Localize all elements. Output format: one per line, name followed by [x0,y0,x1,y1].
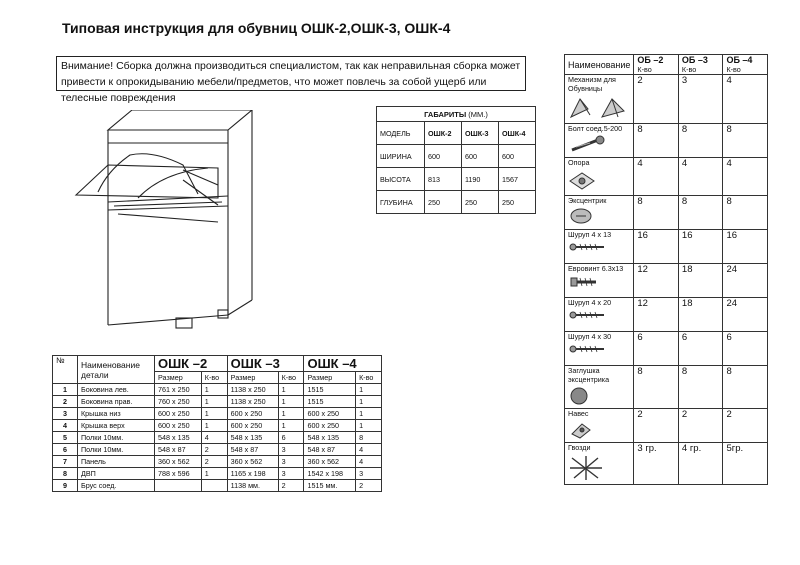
cell: 3 [278,456,304,468]
cell: 760 х 250 [155,396,202,408]
cell: 600 х 250 [304,408,356,420]
bolt-icon [568,135,630,155]
hardware-item-label: Гвозди [568,443,591,452]
cell: 4 [723,75,768,124]
table-row [565,75,768,124]
cell: ДВП [78,468,155,480]
table-row [53,408,382,420]
hardware-model-ob3: ОБ –3 [678,55,723,66]
cell: 6 [278,432,304,444]
cell: Брус соед. [78,480,155,492]
table-row [565,409,768,443]
cell: 548 х 87 [155,444,202,456]
cell: 8 [634,196,679,230]
cell: 9 [53,480,78,492]
sub-qty: К-во [201,372,227,384]
hardware-item [565,332,634,366]
cell: 8 [356,432,382,444]
parts-col-name: Наименование детали [78,356,155,384]
cell: 4 [634,158,679,196]
cell: 3 [278,468,304,480]
table-row [53,480,382,492]
cell: 2 [53,396,78,408]
cell: 1542 х 198 [304,468,356,480]
cell: 761 х 250 [155,384,202,396]
cell: 2 [201,456,227,468]
hardware-item [565,298,634,332]
cell: 8 [634,366,679,409]
table-row [53,396,382,408]
parts-model-oshk4: ОШК –4 [304,356,382,372]
cell: 600 х 250 [227,408,278,420]
dimensions-row-height [377,168,536,191]
sub-size: Размер [304,372,356,384]
cell: 1 [278,420,304,432]
parts-model-oshk3: ОШК –3 [227,356,304,372]
cell: 16 [634,230,679,264]
cell: 360 х 562 [155,456,202,468]
dimensions-col-oshk4: ОШК-4 [498,122,535,145]
table-row [565,443,768,485]
hardware-col-name: Наименование [565,55,634,75]
cell: 600 [498,145,535,168]
table-row [565,230,768,264]
hardware-item [565,409,634,443]
screw-icon [568,241,630,255]
cell: 2 [201,444,227,456]
nails-icon [568,454,630,484]
cell: 600 х 250 [304,420,356,432]
cell: 8 [53,468,78,480]
cell: 1 [278,408,304,420]
cell: 2 [723,409,768,443]
cell: 8 [634,124,679,158]
sub-qty: К-во [278,372,304,384]
cell: 4 [201,432,227,444]
hardware-item [565,196,634,230]
hardware-item-label: Шуруп 4 х 20 [568,298,612,307]
cell: 1567 [498,168,535,191]
cell: 12 [634,264,679,298]
cell: Полки 10мм. [78,444,155,456]
hanger-icon [568,420,630,442]
cell: 1 [356,396,382,408]
cell: 813 [424,168,461,191]
parts-col-num: № [53,356,78,384]
cell: 2 [356,480,382,492]
table-row [53,384,382,396]
hardware-item [565,158,634,196]
parts-table [52,355,382,492]
hardware-item [565,75,634,124]
dimensions-col-model: МОДЕЛЬ [377,122,425,145]
cell: 24 [723,264,768,298]
dimensions-table [376,106,536,214]
cell: 8 [723,196,768,230]
dimensions-row-depth [377,191,536,214]
cell: 1 [53,384,78,396]
cell: 8 [678,366,723,409]
dimensions-row-width [377,145,536,168]
table-row [53,420,382,432]
hardware-item-label: Эксцентрик [568,196,607,205]
screw-icon [568,343,630,357]
cell: 6 [53,444,78,456]
cell: 4 [723,158,768,196]
cell: 1 [278,384,304,396]
cell: 1 [201,468,227,480]
hardware-qty: К-во [634,65,679,75]
cell: 2 [634,409,679,443]
table-row [53,432,382,444]
cell: 250 [461,191,498,214]
table-row [565,124,768,158]
cell: 18 [678,298,723,332]
cell: 1 [201,420,227,432]
cell: 548 х 135 [304,432,356,444]
table-row [565,332,768,366]
cell: 2 [634,75,679,124]
cell: Боковина прав. [78,396,155,408]
support-pad-icon [568,169,630,195]
cell: 1 [278,396,304,408]
hardware-qty: К-во [678,65,723,75]
cell: 16 [678,230,723,264]
cell: 600 х 250 [227,420,278,432]
table-row [53,456,382,468]
dimensions-col-oshk3: ОШК-3 [461,122,498,145]
table-row [565,298,768,332]
eccentric-icon [568,207,630,227]
hardware-item [565,230,634,264]
shoe-mechanism-icon [568,95,630,123]
cell: ГЛУБИНА [377,191,425,214]
screw-icon [568,309,630,323]
cell: 1 [201,384,227,396]
cell: 1515 [304,396,356,408]
hardware-item-label: Навес [568,409,589,418]
cell: 3 [678,75,723,124]
cell: 4 [678,158,723,196]
cell: 600 [424,145,461,168]
cell: 4 [356,456,382,468]
cell: 600 х 250 [155,420,202,432]
cell: 1190 [461,168,498,191]
cell: 1 [356,408,382,420]
cell: Полки 10мм. [78,432,155,444]
cell: Боковина лев. [78,384,155,396]
cell: 2 [278,480,304,492]
hardware-item-label: Шуруп 4 х 30 [568,332,612,341]
table-row [53,468,382,480]
euro-screw-icon [568,275,630,291]
cell: 548 х 87 [227,444,278,456]
hardware-item-label: Болт соед.5-200 [568,124,623,133]
cell: 6 [723,332,768,366]
hardware-model-ob4: ОБ –4 [723,55,768,66]
sub-size: Размер [227,372,278,384]
hardware-item [565,443,634,485]
cell [201,480,227,492]
cell: 1515 [304,384,356,396]
cell: 18 [678,264,723,298]
hardware-item-label: Механизм для Обувницы [568,75,616,93]
dimensions-header: ГАБАРИТЫ (ММ.) [377,107,536,122]
cell: 1165 х 198 [227,468,278,480]
cell: 24 [723,298,768,332]
cell: 8 [723,124,768,158]
cap-icon [568,386,630,408]
cell: 788 х 596 [155,468,202,480]
cell: 360 х 562 [304,456,356,468]
cell: Крышка низ [78,408,155,420]
cell: 3 гр. [634,443,679,485]
cell: 1515 мм. [304,480,356,492]
cell: ШИРИНА [377,145,425,168]
cell: 548 х 135 [155,432,202,444]
cell: 1138 мм. [227,480,278,492]
cell: 3 [278,444,304,456]
cell: 360 х 562 [227,456,278,468]
hardware-table [564,54,768,485]
cell [155,480,202,492]
hardware-item-label: Шуруп 4 х 13 [568,230,612,239]
hardware-qty: К-во [723,65,768,75]
warning-box: Внимание! Сборка должна производиться специалистом, так как неправильная сборка может привести к опрокидыванию мебели/предметов, что может повлечь за собой ущерб или телесные повреждения [56,56,526,91]
hardware-model-ob2: ОБ –2 [634,55,679,66]
cell: 600 х 250 [155,408,202,420]
cell: 1 [201,408,227,420]
cell: Панель [78,456,155,468]
cell: Крышка верх [78,420,155,432]
cell: 1138 х 250 [227,384,278,396]
cell: 3 [356,468,382,480]
cell: 5гр. [723,443,768,485]
sub-qty: К-во [356,372,382,384]
cell: 6 [678,332,723,366]
cell: 600 [461,145,498,168]
table-row [565,158,768,196]
hardware-item-label: Опора [568,158,590,167]
cell: 1138 х 250 [227,396,278,408]
parts-model-oshk2: ОШК –2 [155,356,228,372]
cabinet-illustration [68,110,253,335]
page-title: Типовая инструкция для обувниц ОШК-2,ОШК-3, ОШК-4 [62,20,451,36]
cell: 548 х 135 [227,432,278,444]
cell: 6 [634,332,679,366]
cell: 16 [723,230,768,264]
hardware-item [565,124,634,158]
hardware-item [565,264,634,298]
cell: 8 [678,124,723,158]
cell: 3 [53,408,78,420]
dimensions-col-oshk2: ОШК-2 [424,122,461,145]
hardware-item-label: Евровинт 6.3х13 [568,264,624,273]
cell: 7 [53,456,78,468]
table-row [565,264,768,298]
cell: 2 [678,409,723,443]
table-row [565,366,768,409]
cell: 12 [634,298,679,332]
cell: 1 [356,420,382,432]
cell: 5 [53,432,78,444]
cell: ВЫСОТА [377,168,425,191]
cell: 8 [723,366,768,409]
hardware-item [565,366,634,409]
hardware-item-label: Заглушка эксцентрика [568,366,610,384]
cell: 250 [424,191,461,214]
cell: 548 х 87 [304,444,356,456]
cell: 4 [356,444,382,456]
table-row [565,196,768,230]
table-row [53,444,382,456]
cell: 4 [53,420,78,432]
sub-size: Размер [155,372,202,384]
cell: 1 [356,384,382,396]
cell: 8 [678,196,723,230]
cell: 4 гр. [678,443,723,485]
cell: 250 [498,191,535,214]
cell: 1 [201,396,227,408]
